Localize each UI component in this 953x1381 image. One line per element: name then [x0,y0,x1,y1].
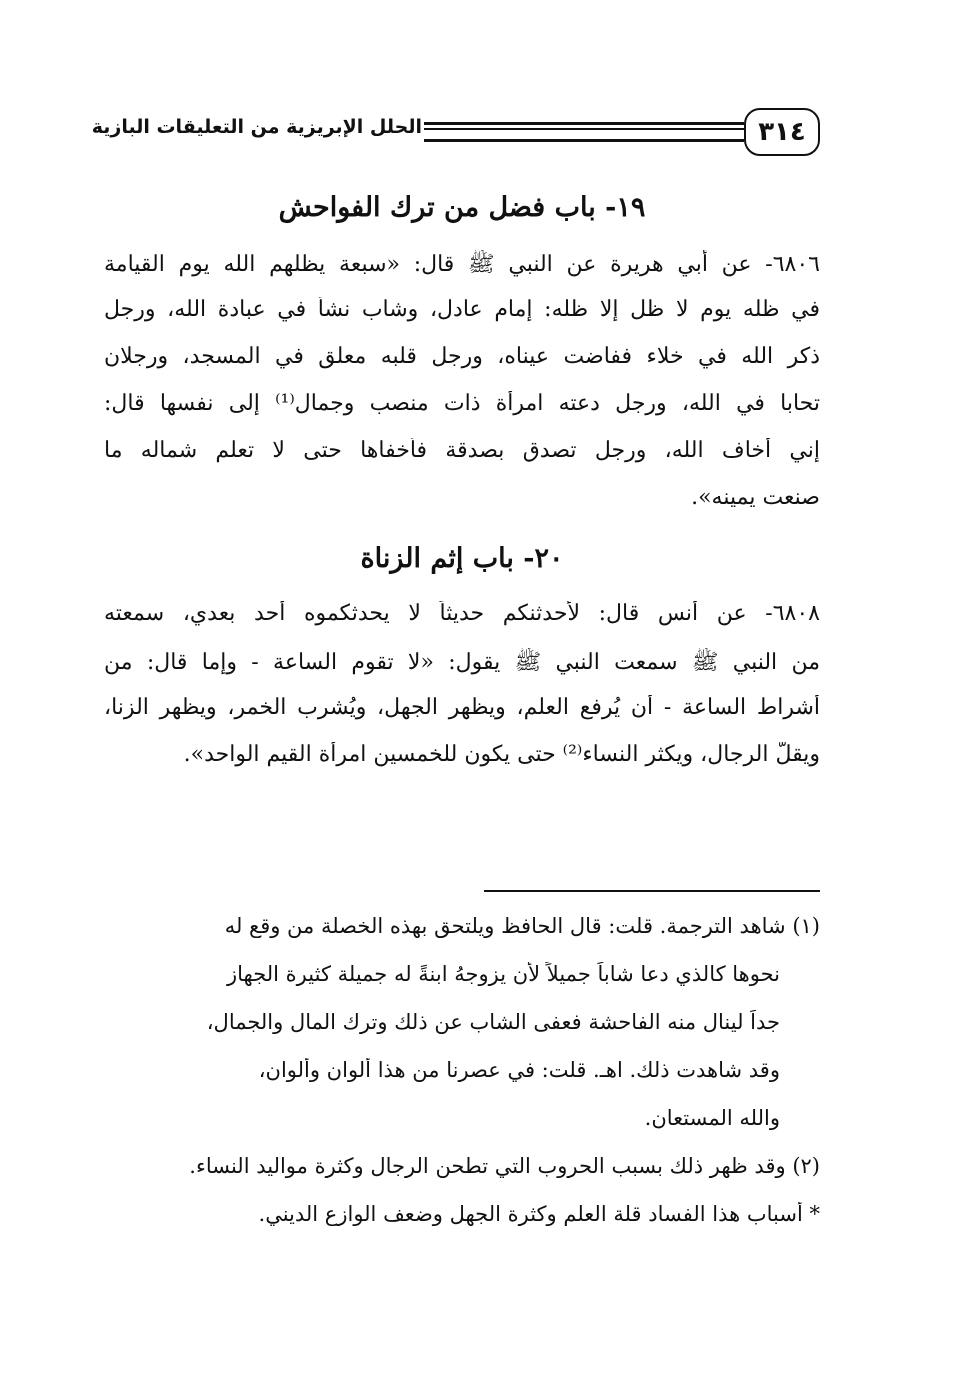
footnote-2-line: (٢) وقد ظهر ذلك بسبب الحروب التي تطحن الرجال وكثرة مواليد النساء. [189,1154,820,1178]
hadith-6806-line: تحابا في الله، ورجل دعته امرأة ذات منصب وجمال⁽¹⁾ إلى نفسها قال: [104,391,820,416]
footnote-1-line: نحوها كالذي دعا شاباً جميلاً لأن يزوجهُ ابنةً له جميلة كثيرة الجهاز [227,962,780,986]
footnote-1-line: (١) شاهد الترجمة. قلت: قال الحافظ ويلتحق بهذه الخصلة من وقع له [224,914,820,938]
hadith-6806-line: إني أخاف الله، ورجل تصدق بصدقة فأخفاها حتى لا تعلم شماله ما [104,438,820,463]
page-header [91,108,820,158]
header-rule [424,122,744,142]
hadith-6806-line: ذكر الله في خلاء ففاضت عيناه، ورجل قلبه معلق في المسجد، ورجلان [104,344,820,369]
footnote-1-line: والله المستعان. [644,1106,780,1130]
hadith-6806-line: صنعت يمينه». [691,485,820,510]
hadith-6808-line: ويقلّ الرجال، ويكثر النساء⁽²⁾ حتى يكون للخمسين امرأة القيم الواحد». [183,742,820,767]
footnote-note-line: * أسباب هذا الفساد قلة العلم وكثرة الجهل وضعف الوازع الديني. [258,1202,820,1226]
hadith-6808-line: أشراط الساعة - أن يُرفع العلم، ويظهر الجهل، ويُشرب الخمر، ويظهر الزنا، [104,695,820,720]
footnote-1-line: وقد شاهدت ذلك. اهـ. قلت: في عصرنا من هذا ألوان وألوان، [258,1058,780,1082]
footnote-1-line: جداً لينال منه الفاحشة فعفى الشاب عن ذلك وترك المال والجمال، [206,1010,780,1034]
footnote-separator [484,890,820,892]
hadith-6808-line: ٦٨٠٨- عن أنس قال: لأحدثنكم حديثاً لا يحدثكموه أحد بعدي، سمعته [104,601,820,626]
hadith-6808-line: من النبي ﷺ سمعت النبي ﷺ يقول: «لا تقوم الساعة - وإما قال: من [104,650,820,675]
section-heading-19: ١٩- باب فضل من ترك الفواحش [278,192,646,223]
hadith-6806-line: في ظله يوم لا ظل إلا ظله: إمام عادل، وشاب نشأ في عبادة الله، ورجل [104,297,820,322]
hadith-6806-line: ٦٨٠٦- عن أبي هريرة عن النبي ﷺ قال: «سبعة يظلهم الله يوم القيامة [104,252,820,277]
page-number: ٣١٤ [744,108,820,156]
book-title: الحلل الإبريزية من التعليقات البازية [91,116,422,138]
section-heading-20: ٢٠- باب إثم الزناة [360,543,564,574]
